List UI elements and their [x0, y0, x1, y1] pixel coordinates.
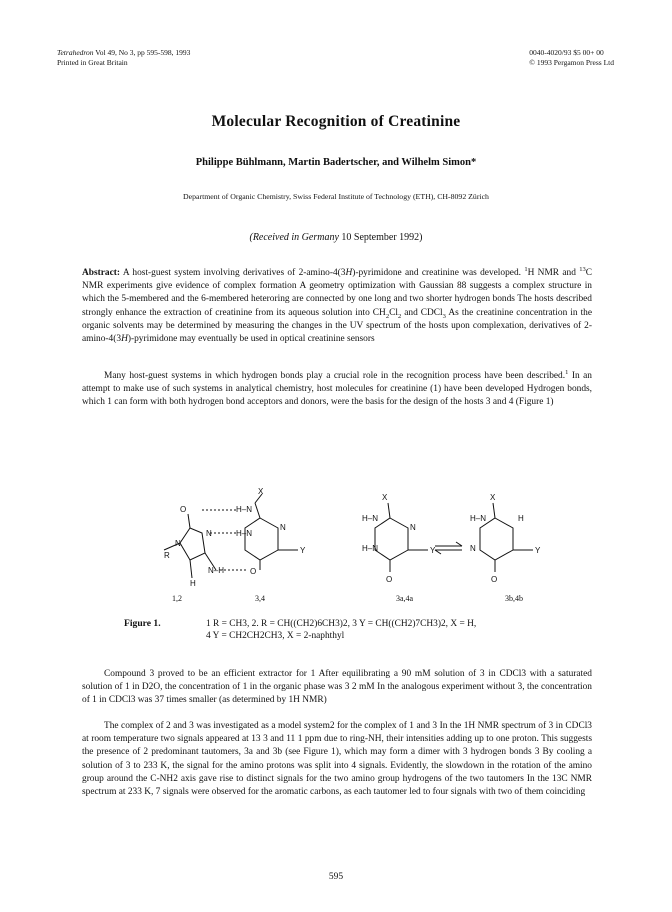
svg-text:H–N: H–N	[236, 505, 253, 514]
received-prefix: (Received in Germany	[249, 232, 339, 243]
received-date	[0, 232, 672, 243]
figure-caption-label: Figure 1.	[124, 618, 161, 629]
paragraph-1-b: In an attempt to make use of such systems in analytical chemistry, host molecules for creatinine (1) have been developed Hydrogen bonds, which 1 can form with both hydrogen bond acceptors and donors, were the basis for the design of the hosts 3 and 4 (Figure 1)	[82, 371, 592, 408]
label-3b-4b: 3b,4b	[505, 594, 523, 603]
svg-text:X: X	[490, 493, 496, 502]
abstract-text: A host-guest system involving derivatives of 2-amino-4(3	[122, 268, 346, 278]
label-3a-4a: 3a,4a	[396, 594, 414, 603]
svg-text:N: N	[280, 523, 286, 532]
svg-text:N: N	[470, 544, 476, 553]
svg-text:Y: Y	[300, 546, 306, 555]
svg-text:N: N	[175, 539, 181, 548]
svg-text:H: H	[190, 579, 196, 588]
abstract-italic-h: H	[345, 268, 353, 278]
affiliation: Department of Organic Chemistry, Swiss Federal Institute of Technology (ETH), CH-8092 Zürich	[183, 192, 489, 201]
svg-text:H–N: H–N	[470, 514, 487, 523]
page-number: 595	[328, 872, 344, 882]
svg-text:O: O	[386, 575, 393, 584]
journal-header	[57, 48, 190, 68]
svg-text:N–H: N–H	[208, 566, 225, 575]
received-year: 1992)	[399, 232, 423, 243]
label-1-2: 1,2	[172, 594, 182, 603]
received-day: 10 September	[341, 232, 397, 243]
svg-text:O: O	[180, 505, 187, 514]
abstract-text-8: )-pyrimidone may eventually be used in optical creatinine sensors	[127, 334, 375, 345]
abstract-text-4: C NMR experiments give evidence of complex formation A geometry optimization with Gaussian 88 suggests a complex structure in which the 5-membered and the 6-membered heteroring are connected by one long and two shorter hydrogen bonds The hosts described strongly enhance the extraction of creatinine from its aqueous solution into CH	[82, 268, 593, 318]
journal-name: Tetrahedron	[57, 48, 94, 57]
label-3-4: 3,4	[255, 594, 265, 603]
abstract-text-5: Cl	[389, 307, 398, 318]
paragraph-2-text: Compound 3 proved to be an efficient extractor for 1 After equilibrating a 90 mM solution of 3 in CDCl3 with a saturated solution of 1 in D2O, the concentration of 1 in the organic phase was 3 2 mM In the analogous experiment without 3, the concentration of 1 in CDCl3 was 37 times smaller (as determined by 1H NMR)	[82, 669, 592, 706]
svg-text:X: X	[258, 488, 264, 496]
caption-line-1: 1 R = CH3, 2. R = CH((CH2)6CH3)2, 3 Y = CH((CH2)7CH3)2, X = H,	[206, 619, 477, 629]
svg-text:N: N	[206, 529, 212, 538]
caption-line-2: 4 Y = CH2CH2CH3, X = 2-naphthyl	[206, 631, 345, 642]
svg-text:X: X	[382, 493, 388, 502]
svg-text:H–N: H–N	[362, 514, 379, 523]
paragraph-1: Many host-guest systems in which hydrogen bonds play a crucial role in the recognition process have been described.$^1$ In an attempt to make use of such systems in analytical chemistry, host molecules for creatinine (1) have been developed Hydrogen bonds, which 1 can form with both hydrogen bond acceptors and donors, were the basis for the design of the hosts 3 and 4 (Figure 1)	[82, 368, 592, 408]
svg-text:H–N: H–N	[362, 544, 379, 553]
svg-text:R: R	[164, 551, 170, 560]
abstract-text-2: )-pyrimidone and creatinine was developed.	[352, 268, 521, 278]
copyright-header	[529, 48, 614, 68]
svg-text:H–N: H–N	[236, 529, 253, 538]
svg-text:N: N	[410, 523, 416, 532]
paragraph-2	[82, 668, 592, 708]
svg-text:Y: Y	[430, 546, 436, 555]
abstract-text-7: As the creatinine concentration in the organic solvents may be determined by measuring the changes in the UV spectrum of the hosts upon complexation, derivatives of 2-amino-4(3	[82, 307, 593, 345]
paper-title: Molecular Recognition of Creatinine	[211, 113, 461, 130]
figure-caption	[206, 618, 586, 643]
figure-1-structures	[150, 488, 570, 598]
svg-text:O: O	[250, 567, 257, 576]
issn-code: 0040-4020/93 $5 00+ 00	[529, 48, 604, 57]
abstract: Abstract: A host-guest system involving derivatives of 2-amino-4(3H)-pyrimidone and creatinine was developed. $^1$H NMR and $^{13}$C NMR experiments give evidence of complex formation A geometry optimization with Gaussian 88 suggests a complex structure in which the 5-membered and the 6-membered heteroring are connected by one long and two shorter hydrogen bonds The hosts described strongly enhance the extraction of creatinine from its aqueous solution into $CH_2Cl_2$ and CDCl$_3$ As the creatinine concentration in the organic solvents may be determined by measuring the changes in the UV spectrum of the hosts upon complexation, derivatives of 2-amino-4(3H)-pyrimidone may eventually be used in optical creatinine sensors	[82, 265, 593, 345]
figure-compound-labels	[160, 594, 560, 606]
abstract-label: Abstract:	[82, 268, 121, 278]
svg-text:Y: Y	[535, 546, 541, 555]
copyright: © 1993 Pergamon Press Ltd	[529, 58, 614, 67]
abstract-text-6: and CDCl	[404, 307, 443, 318]
abstract-italic-h-2: H	[121, 334, 128, 345]
authors: Philippe Bühlmann, Martin Badertscher, and Wilhelm Simon*	[195, 157, 477, 168]
paragraph-3	[82, 720, 592, 799]
svg-text:O: O	[491, 575, 498, 584]
journal-volume: Vol 49, No 3, pp 595-598, 1993	[95, 48, 191, 57]
paragraph-3-text: The complex of 2 and 3 was investigated as a model system2 for the complex of 1 and 3 In the 1H NMR spectrum of 3 in CDCl3 at room temperature two signals appeared at 13 3 and 11 1 ppm due to ring-NH, their intensities adding up to one proton. This suggests the presence of 2 predominant tautomers, 3a and 3b (see Figure 1), which may form a dimer with 3 hydrogen bonds 3 By cooling a solution of 3 to 233 K, the signal for the amino protons was split into 4 signals. Evidently, the slowdown in the rotation of the amino group around the C-NH2 axis gave rise to distinct signals for the two amino group hydrogens of the two tautomers In the 13C NMR spectrum at 233 K, 7 signals were observed for the aromatic carbons, as each tautomer led to four signals with two of them coinciding	[82, 721, 592, 798]
svg-text:H: H	[518, 514, 524, 523]
printed-line: Printed in Great Britain	[57, 58, 128, 67]
abstract-text-3: H NMR and	[527, 268, 576, 278]
paragraph-1-a: Many host-guest systems in which hydrogen bonds play a crucial role in the recognition process have been described.	[104, 371, 566, 381]
